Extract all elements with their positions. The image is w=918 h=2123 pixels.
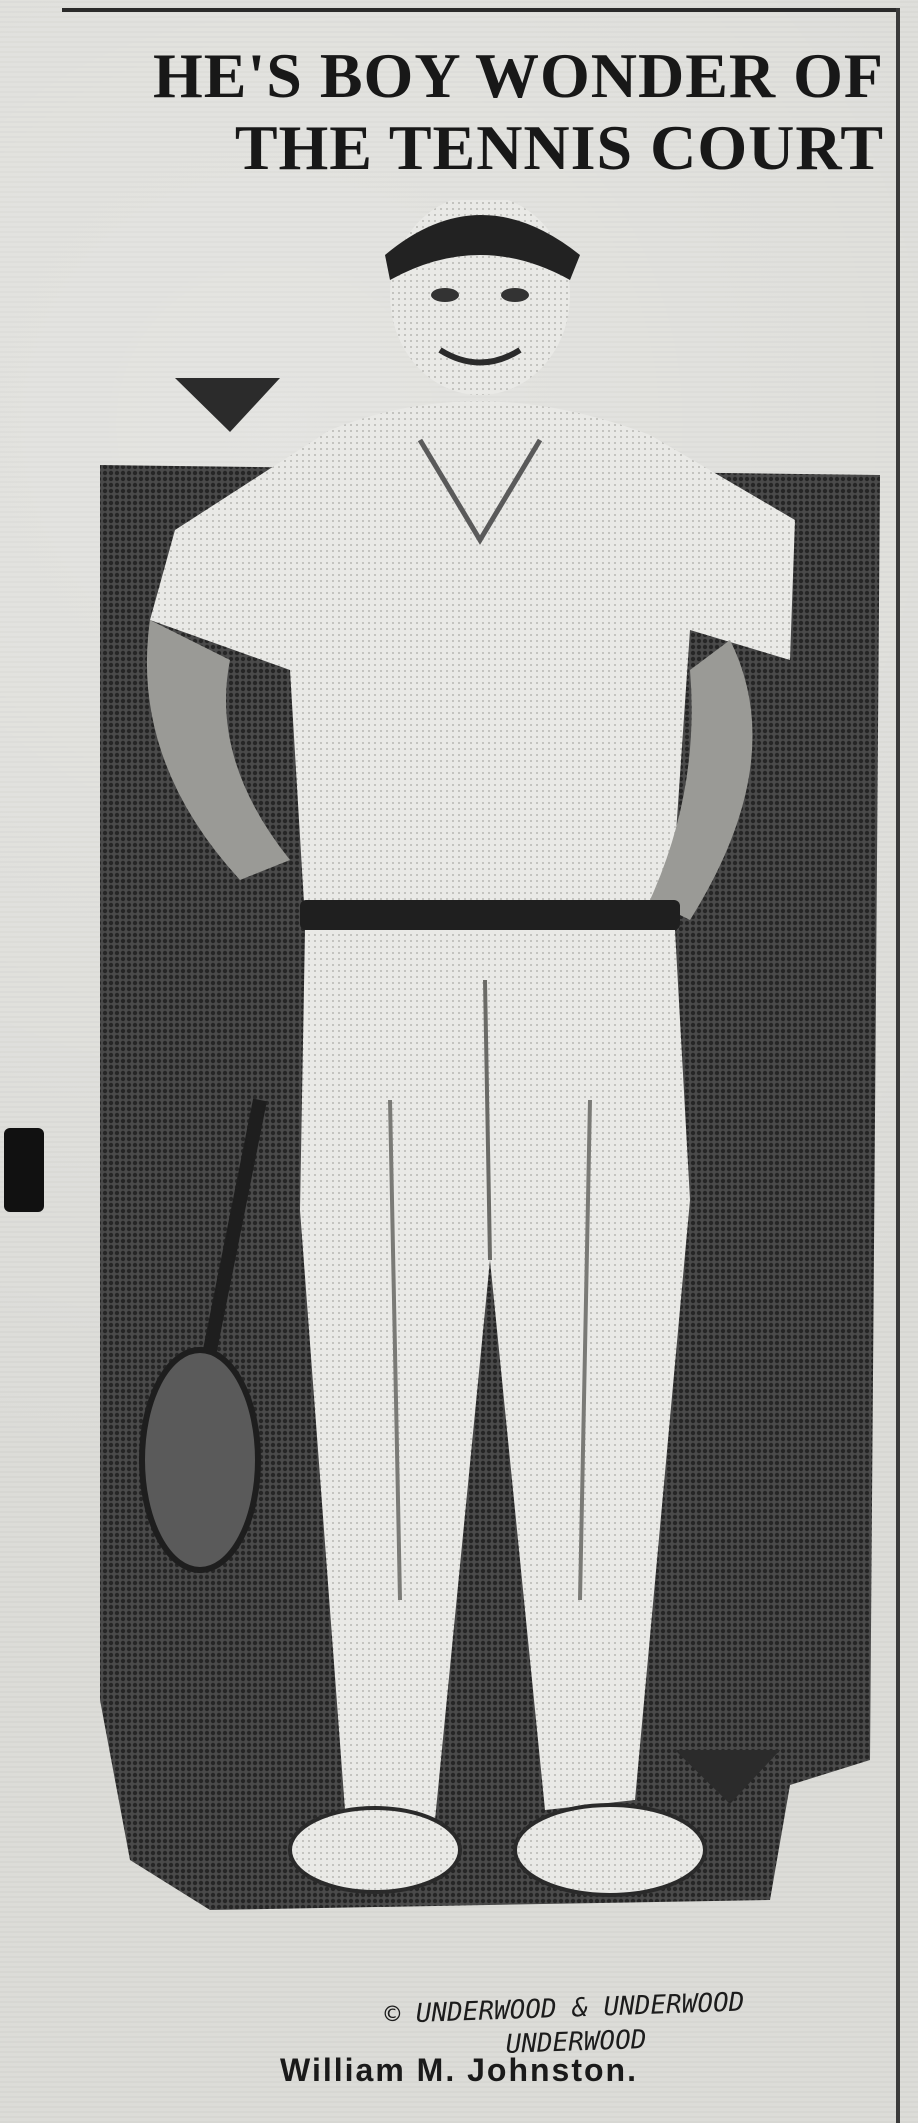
player-shoe-right xyxy=(515,1805,705,1895)
photo-credit-line-2: UNDERWOOD xyxy=(505,2024,647,2060)
photo-credit-line-1: © UNDERWOOD & UNDERWOOD xyxy=(384,1987,745,2031)
player-shoe-left xyxy=(290,1808,460,1892)
headline-line-1: HE'S BOY WONDER OF xyxy=(153,40,884,111)
top-column-rule xyxy=(62,8,898,12)
corner-logo-top-icon xyxy=(175,378,280,432)
right-column-rule xyxy=(896,8,900,2123)
tennis-racket xyxy=(142,1350,258,1570)
headline xyxy=(44,40,884,184)
scan-edge-mark xyxy=(4,1128,44,1212)
headline-line-2: THE TENNIS COURT xyxy=(234,112,884,183)
halftone-photo xyxy=(90,200,890,2000)
player-belt xyxy=(300,900,680,930)
photo-caption: William M. Johnston. xyxy=(280,2052,638,2088)
